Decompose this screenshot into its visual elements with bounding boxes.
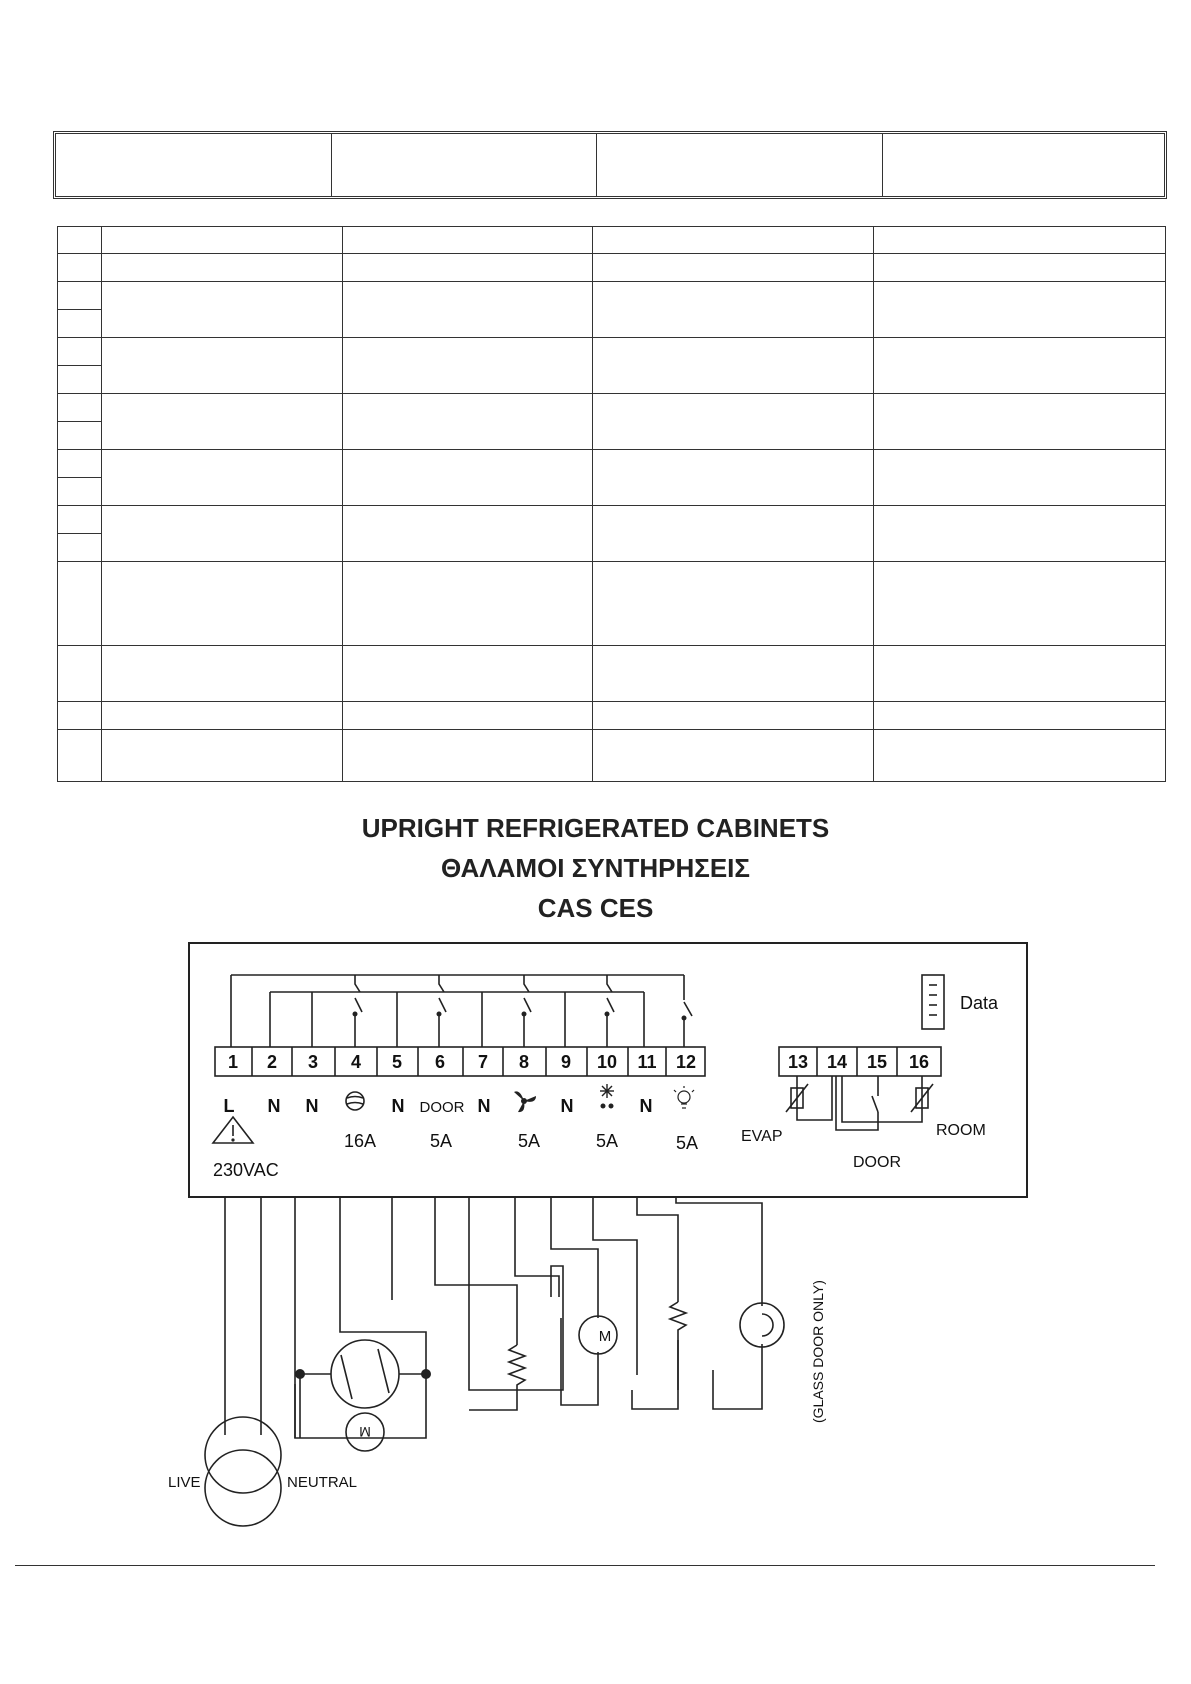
door-label: DOOR [853, 1154, 901, 1171]
terminal-1: 1 [227, 1052, 239, 1072]
label-door-terminal: DOOR [419, 1099, 465, 1116]
terminal-11: 11 [637, 1052, 657, 1072]
supply-coil-upper [205, 1417, 281, 1493]
terminal-5: 5 [391, 1052, 403, 1072]
lightbulb-icon [674, 1086, 694, 1108]
terminal-15: 15 [866, 1052, 888, 1072]
label-neutral-5: N [391, 1096, 405, 1116]
label-line: L [223, 1096, 235, 1116]
relay-switches [355, 975, 692, 1047]
terminal-6: 6 [434, 1052, 446, 1072]
terminal-2: 2 [266, 1052, 278, 1072]
data-connector [922, 975, 944, 1029]
compressor-icon [346, 1092, 364, 1110]
supply-coil-lower [205, 1450, 281, 1526]
data-connector-pins [929, 985, 937, 1015]
terminal-14: 14 [826, 1052, 848, 1072]
compressor-motor-label: M [359, 1424, 371, 1440]
footer-rule [15, 1565, 1155, 1566]
fan-motor-label: M [598, 1328, 612, 1345]
label-neutral-7: N [477, 1096, 491, 1116]
door-heater [469, 1345, 525, 1410]
terminal-13: 13 [787, 1052, 809, 1072]
data-label: Data [960, 993, 999, 1013]
terminal-16: 16 [908, 1052, 930, 1072]
glass-door-note: (GLASS DOOR ONLY) [810, 1280, 826, 1423]
light-icon [740, 1303, 784, 1347]
rating-light: 5A [675, 1133, 699, 1153]
terminal-12: 12 [675, 1052, 697, 1072]
rating-fan: 5A [517, 1131, 541, 1151]
title-line-3: CAS CES [537, 893, 654, 923]
rating-compressor: 16A [343, 1131, 377, 1151]
defrost-icon [600, 1084, 614, 1109]
title-line-1: UPRIGHT REFRIGERATED CABINETS [361, 813, 830, 843]
terminal-7: 7 [477, 1052, 489, 1072]
label-neutral-9: N [560, 1096, 574, 1116]
terminal-10: 10 [596, 1052, 618, 1072]
evap-label: EVAP [741, 1128, 783, 1145]
compressor-body [331, 1340, 399, 1408]
terminal-3: 3 [307, 1052, 319, 1072]
rating-door: 5A [429, 1131, 453, 1151]
room-probe-wiring [842, 1076, 922, 1122]
rating-defrost: 5A [595, 1131, 619, 1151]
neutral-label: NEUTRAL [287, 1474, 358, 1491]
supply-voltage: 230VAC [213, 1160, 279, 1180]
label-neutral-2: N [267, 1096, 281, 1116]
label-neutral-11: N [639, 1096, 653, 1116]
defrost-heater [670, 1302, 686, 1390]
fan-icon [514, 1091, 536, 1112]
main-terminal-block [215, 1047, 705, 1076]
title-line-2: ΘΑΛΑΜΟΙ ΣΥΝΤΗΡΗΣΕΙΣ [440, 853, 751, 883]
terminal-9: 9 [560, 1052, 572, 1072]
live-label: LIVE [168, 1474, 201, 1491]
room-label: ROOM [936, 1122, 986, 1139]
terminal-8: 8 [518, 1052, 530, 1072]
external-wiring [225, 1197, 762, 1438]
label-neutral-3: N [305, 1096, 319, 1116]
terminal-4: 4 [350, 1052, 362, 1072]
